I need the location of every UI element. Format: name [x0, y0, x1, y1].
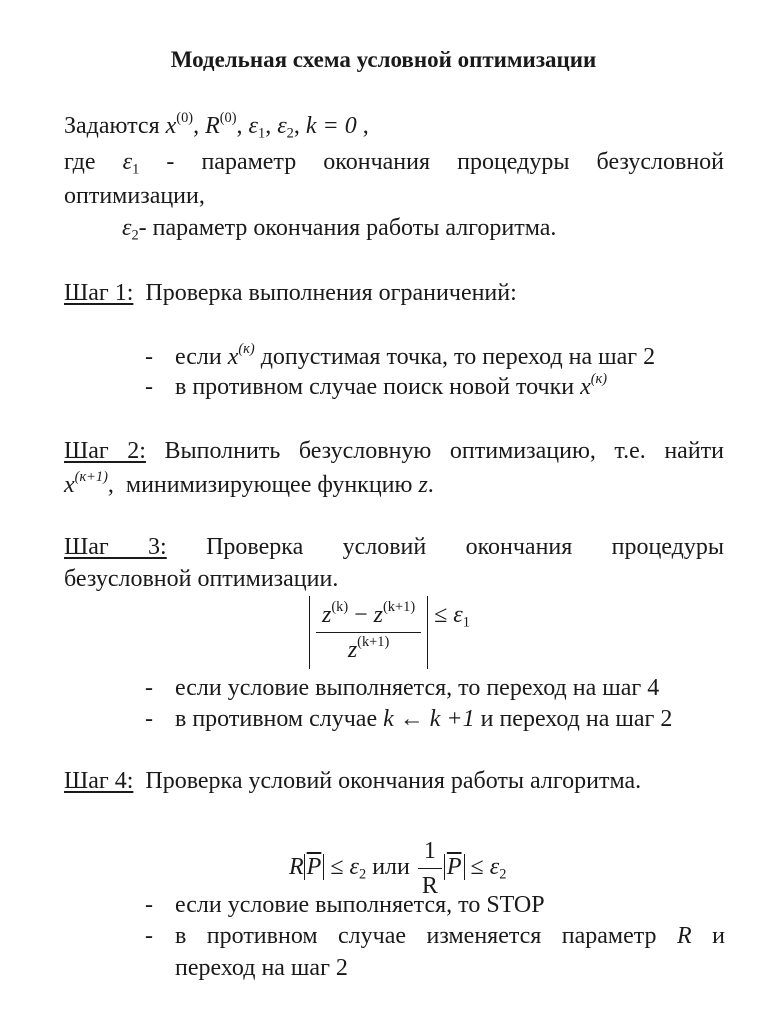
minus: −: [354, 602, 368, 628]
step3-line2: безусловной оптимизации.: [64, 566, 339, 592]
item-text: если: [175, 344, 222, 370]
sub: 2: [358, 866, 367, 883]
item-text: допустимая точка, то переход на шаг 2: [260, 344, 656, 370]
var-x: x: [227, 344, 239, 370]
step2-line2: $x^{(к+1)}$, минимизирующее функцию z.: [64, 469, 434, 498]
item-text: и переход на шаг 2: [480, 706, 673, 732]
item-text: в противном случае: [175, 706, 378, 732]
fraction: [316, 600, 421, 665]
item-text: если условие выполняется, то переход на шаг 4: [175, 675, 660, 701]
sup: (k+1): [383, 599, 416, 616]
numerator: [316, 600, 421, 633]
var-eps: ε: [349, 854, 359, 881]
step2-text: минимизирующее функцию: [125, 472, 413, 498]
page-title: Модельная схема условной оптимизации: [170, 47, 597, 72]
step3-label: Шаг 3:: [64, 534, 167, 560]
var-x: x: [64, 472, 75, 498]
var-p: $\overline{P}$: [306, 854, 322, 881]
var-z: z: [322, 602, 332, 628]
sup: (к): [590, 371, 608, 388]
bullet-dash: -: [145, 706, 153, 732]
step1-item2: [145, 372, 607, 402]
var-z: z: [418, 472, 428, 498]
k-eq: k = 0: [305, 113, 357, 139]
k-assign: k ← k +1: [383, 706, 475, 732]
var-r: R: [289, 854, 304, 881]
step4-item2-cont: переход на шаг 2: [175, 955, 348, 981]
item-text: если условие выполняется, то STOP: [175, 892, 545, 918]
step4-heading: [64, 766, 641, 796]
leq: ≤: [330, 854, 344, 881]
step4-item2: [145, 921, 725, 951]
step2-text: Выполнить безусловную оптимизацию, т.е. найти: [164, 438, 725, 464]
var-eps: ε: [489, 854, 500, 881]
leq: ≤: [434, 602, 448, 628]
step1-label: Шаг 1:: [64, 280, 134, 306]
step3-line1: [64, 532, 724, 562]
step3-item1: [145, 673, 659, 703]
sup: (0): [219, 110, 237, 127]
sub: 1: [132, 161, 140, 178]
bullet-dash: -: [145, 923, 153, 949]
step1-heading: [64, 278, 517, 308]
var-eps: ε: [122, 215, 132, 241]
step4-text: Проверка условий окончания работы алгоритма.: [145, 768, 642, 794]
leq: ≤: [470, 854, 484, 881]
bullet-dash: -: [145, 892, 153, 918]
or-word: или: [372, 854, 410, 881]
var-eps: ε: [248, 113, 258, 139]
intro-word: Задаются: [64, 113, 160, 139]
sup: (k+1): [357, 634, 390, 651]
step3-text: Проверка условий окончания процедуры: [206, 534, 725, 560]
var-z: z: [347, 637, 358, 663]
step2-line1: [64, 436, 724, 466]
var-eps: ε: [122, 149, 133, 175]
var-x: x: [165, 113, 177, 139]
eps1-line: [64, 147, 724, 177]
item-text: в противном случае поиск новой точки: [175, 374, 575, 400]
step4-item1: [145, 890, 545, 920]
item-text: и: [712, 923, 726, 949]
abs-bars: [304, 854, 325, 880]
eps2-line: [122, 213, 556, 243]
var-eps: ε: [453, 602, 463, 628]
sup: (к): [238, 341, 255, 358]
denominator: R: [421, 873, 438, 899]
sub: 2: [131, 227, 139, 244]
var-r: R: [677, 923, 692, 949]
sup: (k): [331, 599, 349, 616]
bullet-dash: -: [145, 374, 153, 400]
numerator: 1: [418, 836, 442, 869]
var-eps: ε: [277, 113, 287, 139]
step2-label: Шаг 2:: [64, 438, 146, 464]
sup: (0): [176, 110, 194, 127]
eps1-line2: оптимизации,: [64, 183, 205, 209]
abs-bars: [309, 596, 428, 669]
var-x: x: [580, 374, 591, 400]
sup: (к+1): [74, 469, 108, 486]
var-r: R: [205, 113, 220, 139]
sub: 1: [257, 125, 266, 142]
eps2-desc: - параметр окончания работы алгоритма.: [138, 215, 557, 241]
sub: 2: [286, 125, 294, 142]
step1-item1: [145, 342, 655, 372]
var-z: z: [373, 602, 384, 628]
sub: 2: [499, 866, 507, 883]
item-text: в противном случае изменяется параметр: [175, 923, 657, 949]
step1-text: Проверка выполнения ограничений:: [145, 280, 517, 306]
abs-bars: [444, 854, 465, 880]
bullet-dash: -: [145, 344, 153, 370]
bullet-dash: -: [145, 675, 153, 701]
step4-label: Шаг 4:: [64, 768, 134, 794]
sub: 1: [462, 614, 470, 631]
eps1-desc: - параметр окончания процедуры безусловной: [166, 149, 725, 175]
var-p: $\overline{P}$: [446, 854, 462, 881]
step3-formula: [309, 596, 470, 669]
step3-item2: [145, 704, 672, 734]
denominator: [342, 633, 395, 665]
where-word: где: [64, 149, 96, 175]
intro-line: Задаются $x^{(0)}$, $R^{(0)}$, $\varepsilon_1$, $\varepsilon_2$, k = 0 ,: [64, 110, 369, 142]
